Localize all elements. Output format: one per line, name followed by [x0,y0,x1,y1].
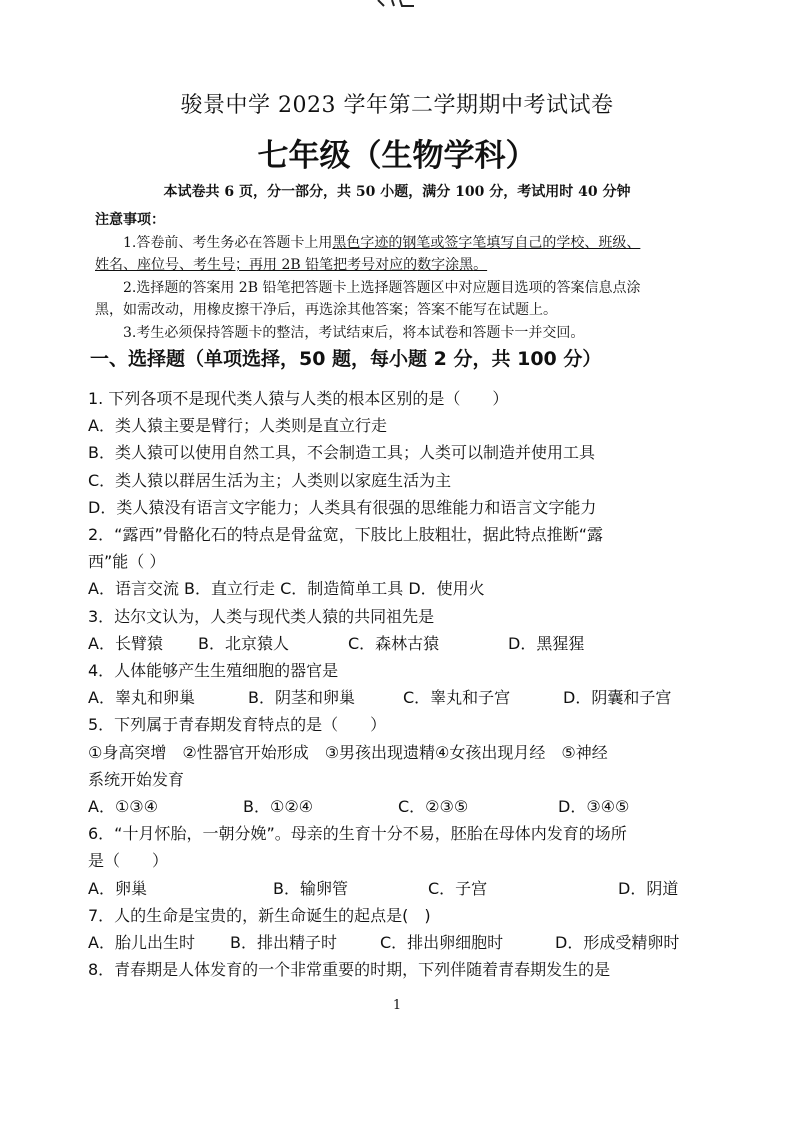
section-title: 一、选择题（单项选择，50 题，每小题 2 分，共 100 分） [90,348,602,370]
note-1-underlined-c: 数字涂黑 [417,257,474,273]
question-3-option-c: C．森林古猿 [348,633,440,653]
question-6-option-d: D．阴道 [618,878,679,898]
question-3-option-b: B．北京猿人 [198,633,289,653]
question-5-option-a: A．①③④ [88,797,158,817]
question-8: 8．青春期是人体发育的一个非常重要的时期，下列伴随着青春期发生的是 [88,960,611,980]
question-1-option-c: C．类人猿以群居生活为主；人类则以家庭生活为主 [88,470,452,490]
exam-title: 骏景中学 2023 学年第二学期期中考试试卷 [180,93,614,118]
note-1-underlined-b: 姓名、座位号、考生号 [95,257,235,273]
exam-summary: 本试卷共 6 页，分一部分，共 50 小题，满分 100 分，考试用时 40 分钟 [163,184,631,200]
question-2-line-2: 西”能（ ） [88,552,166,572]
question-1-option-d: D．类人猿没有语言文字能力；人类具有很强的思维能力和语言文字能力 [88,497,597,517]
question-7-option-c: C．排出卵细胞时 [380,933,504,953]
page-number: 1 [392,998,402,1013]
question-6-options [88,875,728,902]
question-2-options: A．语言交流 B．直立行走 C．制造简单工具 D．使用火 [88,579,485,599]
question-3: 3．达尔文认为，人类与现代类人猿的共同祖先是 [88,606,435,626]
note-2-line-2: 黑，如需改动，用橡皮擦干净后，再选涂其他答案；答案不能写在试题上。 [95,302,557,318]
question-4-option-c: C．睾丸和子宫 [403,688,511,708]
question-6-option-b: B．输卵管 [273,878,348,898]
question-4: 4．人体能够产生生殖细胞的器官是 [88,661,339,681]
question-3-option-d: D．黑猩猩 [508,633,585,653]
question-5-items-line-1: ①身高突增 ②性器官开始形成 ③男孩出现遗精④女孩出现月经 ⑤神经 [88,742,608,762]
question-7-option-a: A．胎儿出生时 [88,933,195,953]
question-6-option-a: A．卵巢 [88,878,147,898]
note-1-line-2 [95,254,715,277]
question-5-option-c: C．②③⑤ [398,797,469,817]
question-6-option-c: C．子宫 [428,878,488,898]
question-7-option-b: B．排出精子时 [230,933,337,953]
scan-mark-icon [370,0,430,8]
notes-heading: 注意事项： [95,212,165,228]
question-7-options [88,929,728,956]
question-4-options [88,684,728,711]
question-1-option-a: A．类人猿主要是臂行；人类则是直立行走 [88,416,387,436]
note-1-underlined-a: 黑色字迹的钢笔或签字笔填写自己的学校、班级、 [332,234,641,251]
note-2-line-1: 2.选择题的答案用 2B 铅笔把答题卡上选择题答题区中对应题目选项的答案信息点涂 [123,279,641,296]
question-5: 5．下列属于青春期发育特点的是（ ） [88,715,387,735]
question-1-option-b: B．类人猿可以使用自然工具，不会制造工具；人类可以制造并使用工具 [88,443,595,463]
question-5-option-d: D．③④⑤ [558,797,630,817]
question-1: 1. 下列各项不是现代类人猿与人类的根本区别的是（ ） [88,389,509,408]
note-1-mid: ；再用 2B 铅笔把考号对应的 [235,257,418,273]
question-2-line-1: 2．“露西”骨骼化石的特点是骨盆宽，下肢比上肢粗壮，据此特点推断“露 [88,525,604,545]
question-5-option-b: B．①②④ [243,797,314,817]
question-7-option-d: D．形成受精卵时 [555,933,680,953]
question-6-line-1: 6．“十月怀胎，一朝分娩”。母亲的生育十分不易，胚胎在母体内发育的场所 [88,824,627,844]
question-4-option-b: B．阴茎和卵巢 [248,688,355,708]
question-3-option-a: A．长臂猿 [88,633,163,653]
note-1-prefix: 1.答卷前、考生务必在答题卡上用 [123,234,333,251]
questions-block [88,385,728,983]
notes-block [95,209,715,344]
question-4-option-d: D．阴囊和子宫 [563,688,672,708]
note-3: 3.考生必须保持答题卡的整洁，考试结束后，将本试卷和答题卡一并交回。 [123,324,585,341]
question-4-option-a: A．睾丸和卵巢 [88,688,195,708]
question-5-options [88,793,728,820]
question-7: 7．人的生命是宝贵的，新生命诞生的起点是( ) [88,905,431,925]
exam-subject: 七年级（生物学科） [257,138,537,174]
question-3-options [88,630,728,657]
question-5-items-line-2: 系统开始发育 [88,769,185,789]
question-6-line-2: 是（ ） [88,851,169,871]
note-1-end: 。 [473,257,488,273]
note-1-line-1 [95,232,715,255]
